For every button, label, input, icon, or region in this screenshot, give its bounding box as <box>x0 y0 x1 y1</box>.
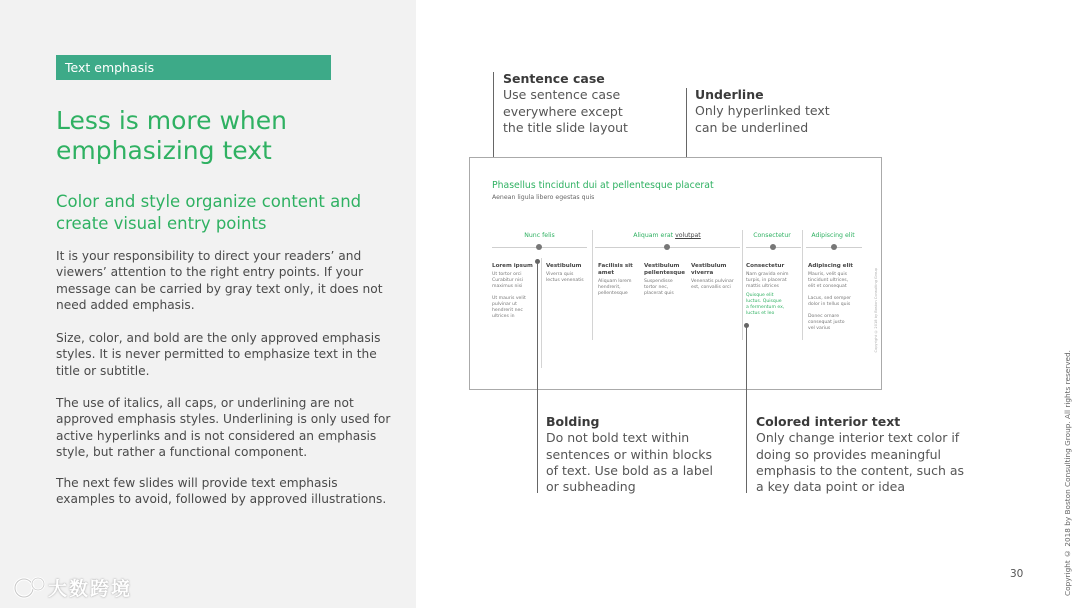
thumbnail-separator-a <box>541 258 542 368</box>
thumbnail-subtitle: Aenean ligula libero egestas quis <box>492 194 595 201</box>
paragraph-2: Size, color, and bold are the only approved emphasis styles. It is never permitted to emphasize text in the title or subtitle. <box>56 331 381 378</box>
colored-text-heading: Colored interior text <box>756 414 901 429</box>
bolding-callout <box>546 414 721 495</box>
thumbnail-col2-filler-a: Aliquam lorem hendrerit, pellentesque <box>598 279 632 296</box>
thumbnail-col-header-4: Adipiscing elit <box>811 232 855 239</box>
watermark-text: 大数跨境 <box>48 578 133 600</box>
underline-text: Only hyperlinked text can be underlined <box>695 103 830 135</box>
underline-callout <box>695 87 835 136</box>
left-panel <box>0 0 416 608</box>
thumbnail-dot-3 <box>770 244 776 250</box>
bolding-leader <box>537 261 538 493</box>
bolding-text: Do not bold text within sentences or within blocks of text. Use bold as a label or subheading <box>546 430 713 495</box>
thumbnail-col2-filler-b: Suspendisse tortor nec, placerat quis <box>644 279 674 296</box>
thumbnail-separator-c <box>742 230 743 340</box>
thumbnail-col-header-3: Consectetur <box>753 232 791 239</box>
thumbnail-dot-4 <box>831 244 837 250</box>
thumbnail-col2-filler-c: Venenatis pulvinar est, convallis orci <box>691 279 734 290</box>
page-subtitle: Color and style organize content and create visual entry points <box>56 192 362 233</box>
thumbnail-col4-subheading: Adipiscing elit <box>808 263 853 269</box>
thumbnail-col2-subheading-c: Vestibulum viverra <box>691 263 727 276</box>
thumbnail-col1-filler-a: Ut tortor orci Curabitur nisi maximus nisi Ut mauris velit pulvinar ut hendrerit nec ultrices in <box>492 272 526 319</box>
page-title: Less is more when emphasizing text <box>56 106 288 165</box>
example-slide-thumbnail <box>469 157 882 390</box>
bolding-heading: Bolding <box>546 414 600 429</box>
thumbnail-col-header-2-text: Aliquam erat <box>633 232 676 239</box>
colored-text-text: Only change interior text color if doing so provides meaningful emphasis to the content, such as a key data point or idea <box>756 430 965 495</box>
thumbnail-separator-d <box>802 230 803 340</box>
paragraph-1: It is your responsibility to direct your readers’ and viewers’ attention to the right entry points. If your message can be carried by gray text only, it does not need added emphasis. <box>56 249 383 312</box>
copyright-notice: Copyright © 2018 by Boston Consulting Group. All rights reserved. <box>1063 350 1072 596</box>
sentence-case-heading: Sentence case <box>503 71 605 86</box>
colored-text-leader <box>746 325 747 493</box>
colored-text-dot <box>744 323 749 328</box>
thumbnail-col1-filler-b: Viverra quis lectus venenatis <box>546 272 584 283</box>
thumbnail-col3-colored-text: Quisque elit luctus. Quisque a fermentum ex, luctus et leo <box>746 293 785 316</box>
thumbnail-col4-filler: Mauris, velit quis tincidunt ultrices, elit et consequat Lacus, sed semper dolor in tellus quis Donec ornare consequat justo vel varius <box>808 272 852 331</box>
thumbnail-col2-subheading-a: Facilisis sit amet <box>598 263 633 276</box>
thumbnail-dot-1 <box>536 244 542 250</box>
paragraph-4: The next few slides will provide text emphasis examples to avoid, followed by approved illustrations. <box>56 476 387 507</box>
thumbnail-col2-subheading-b: Vestibulum pellentesque <box>644 263 685 276</box>
thumbnail-underlined-word: volutpat <box>675 232 701 239</box>
thumbnail-col-header-2 <box>592 232 742 239</box>
paragraph-3: The use of italics, all caps, or underlining are not approved emphasis styles. Underlining is only used for active hyperlinks and is not considered an emphasis style, but rather a functional component. <box>56 396 391 459</box>
colored-text-callout <box>756 414 966 495</box>
thumbnail-dot-2 <box>664 244 670 250</box>
underline-heading: Underline <box>695 87 764 102</box>
thumbnail-col1-subheading-a: Lorem ipsum <box>492 263 533 269</box>
section-badge: Text emphasis <box>56 55 331 80</box>
thumbnail-col-header-1: Nunc felis <box>524 232 555 239</box>
thumbnail-col1-subheading-b: Vestibulum <box>546 263 582 269</box>
sentence-case-callout <box>503 71 638 136</box>
thumbnail-copyright: Copyright © 2018 by Boston Consulting Group <box>874 268 878 353</box>
thumbnail-separator-b <box>592 230 593 340</box>
thumbnail-col3-subheading: Consectetur <box>746 263 785 269</box>
thumbnail-col3-filler: Nam gravida enim turpis, in placerat mattis ultrices <box>746 272 789 289</box>
thumbnail-title: Phasellus tincidunt dui at pellentesque placerat <box>492 180 714 191</box>
page-number: 30 <box>1010 568 1024 580</box>
sentence-case-text: Use sentence case everywhere except the title slide layout <box>503 87 628 135</box>
bolding-dot <box>535 259 540 264</box>
